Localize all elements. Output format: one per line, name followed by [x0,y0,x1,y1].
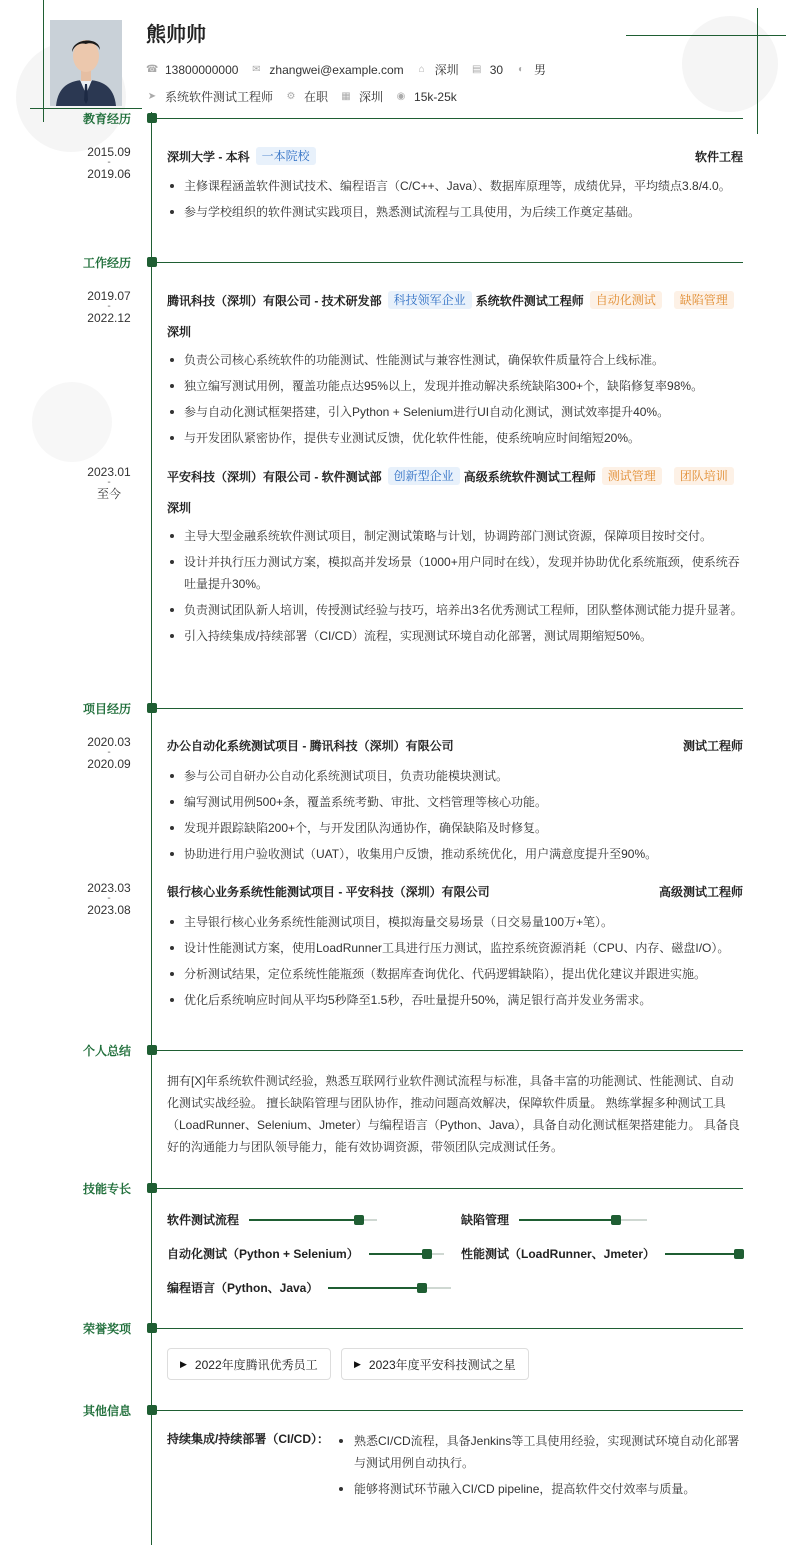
list-item: 独立编写测试用例，覆盖功能点达95%以上，发现并推动解决系统缺陷300+个，缺陷修复率98%。 [167,375,745,397]
timeline-marker [147,1183,157,1193]
timeline-marker [147,1045,157,1055]
role-item [146,88,273,105]
project-bullets [167,911,745,1015]
decor-circle-right [682,16,778,112]
skill-bar-fill [369,1253,428,1255]
section-other [0,1404,794,1418]
education-header [167,147,743,165]
list-item: 负责公司核心系统软件的功能测试、性能测试与兼容性测试，确保软件质量符合上线标准。 [167,349,745,371]
project-bullets [167,765,745,869]
list-item: 负责测试团队新人培训，传授测试经验与技巧，培养出3名优秀测试工程师，团队整体测试能力提升显著。 [167,599,745,621]
job-icon: ➤ [147,90,157,102]
job-role: 高级系统软件测试工程师 [463,469,596,484]
work-bullets [167,525,745,651]
work-header [167,291,743,309]
age-item [471,63,503,77]
phone-item [146,63,238,77]
skill-bar-fill [519,1219,616,1221]
project-dates: 2020.03 - 2020.09 [80,736,138,770]
target-city-text: 深圳 [359,90,384,104]
award-chip [341,1348,529,1380]
project-title: 银行核心业务系统性能测试项目 - 平安科技（深圳）有限公司 [167,885,490,899]
skill-bar [519,1219,647,1221]
skill-bar [665,1253,744,1255]
salary-icon: ◉ [396,90,406,102]
avatar-photo [50,20,122,106]
date-start: 2020.03 [87,735,131,749]
section-title: 其他信息 [83,1404,132,1418]
list-item: 编写测试用例500+条，覆盖系统考勤、审批、文档管理等核心功能。 [167,791,745,813]
work-dates: 2019.07 - 2022.12 [80,290,138,324]
major: 软件工程 [694,149,743,164]
section-divider [157,1188,743,1189]
work-city: 深圳 [167,325,192,339]
list-item: 设计并执行压力测试方案，模拟高并发场景（1000+用户同时在线），发现并协助优化系统瓶颈，使系统吞吐量提升30%。 [167,551,745,595]
age-text: 30 [489,62,504,77]
list-item: 优化后系统响应时间从平均5秒降至1.5秒，吞吐量提升50%，满足银行高并发业务需求。 [167,989,745,1011]
skill-bar-knob [611,1215,621,1225]
location-icon: ⌂ [418,63,425,75]
section-divider [157,118,743,119]
skill-bar [328,1287,451,1289]
city-item [416,61,459,78]
date-start: 2023.01 [87,465,131,479]
play-icon: ▶ [354,1358,361,1369]
section-divider [157,1328,743,1329]
contact-row [146,61,558,78]
education-dates: 2015.09 - 2019.06 [80,146,138,180]
skill-bar-knob [734,1249,744,1259]
decor-line [626,35,786,36]
job-intent-row [146,88,469,105]
list-item: 能够将测试环节融入CI/CD pipeline，提高软件交付效率与质量。 [336,1478,746,1500]
section-education [0,112,794,126]
section-summary [0,1044,794,1058]
city-text: 深圳 [434,63,459,77]
date-start: 2015.09 [87,145,131,159]
education-bullets [167,175,745,227]
section-awards [0,1322,794,1336]
skill-bar-fill [328,1287,421,1289]
skill-bar [369,1253,444,1255]
skill-item [461,1245,744,1262]
section-divider [157,262,743,263]
date-start: 2019.07 [87,289,131,303]
skill-tag: 自动化测试 [590,291,662,309]
skill-bar-knob [422,1249,432,1259]
project-title: 办公自动化系统测试项目 - 腾讯科技（深圳）有限公司 [167,739,454,753]
list-item: 引入持续集成/持续部署（CI/CD）流程，实现测试环境自动化部署，测试周期缩短50%。 [167,625,745,647]
list-item: 熟悉CI/CD流程，具备Jenkins等工具使用经验，实现测试环境自动化部署与测试用例自动执行。 [336,1430,746,1474]
project-header [167,883,743,900]
list-item: 与开发团队紧密协作，提供专业测试反馈，优化软件性能，使系统响应时间缩短20%。 [167,427,745,449]
skill-name: 缺陷管理 [461,1213,510,1227]
avatar [50,20,122,106]
list-item: 主导银行核心业务系统性能测试项目，模拟海量交易场景（日交易量100万+笔）。 [167,911,745,933]
project-role: 高级测试工程师 [658,885,743,899]
section-title: 技能专长 [83,1182,132,1196]
project-dates: 2023.03 - 2023.08 [80,882,138,916]
company-name: 腾讯科技（深圳）有限公司 - 技术研发部 [167,293,382,308]
status-text: 在职 [304,90,329,104]
list-item: 发现并跟踪缺陷200+个，与开发团队沟通协作，确保缺陷及时修复。 [167,817,745,839]
mail-icon: ✉ [252,63,261,75]
section-title: 荣誉奖项 [83,1322,132,1336]
date-end: 2023.08 [87,903,131,917]
salary-item [395,90,457,104]
decor-line [43,0,44,122]
skill-name: 性能测试（LoadRunner、Jmeter） [461,1247,656,1261]
skill-bar-fill [249,1219,359,1221]
work-bullets [167,349,745,453]
skill-item [167,1211,377,1228]
age-icon: ▤ [471,63,482,75]
date-end: 2022.12 [87,311,131,325]
skill-item [167,1245,444,1262]
list-item: 主导大型金融系统软件测试项目，制定测试策略与计划，协调跨部门测试资源，保障项目按时交付。 [167,525,745,547]
other-bullets [336,1430,746,1504]
skill-name: 软件测试流程 [167,1213,240,1227]
phone-text: 13800000000 [165,62,239,77]
timeline-marker [147,703,157,713]
profile-name: 熊帅帅 [146,24,206,46]
status-icon: ⚙ [286,90,296,102]
section-projects [0,702,794,716]
city-icon: ▦ [341,90,351,102]
skill-bar-knob [417,1283,427,1293]
list-item: 协助进行用户验收测试（UAT），收集用户反馈，推动系统优化，用户满意度提升至90%。 [167,843,745,865]
status-item [285,88,328,105]
gender-item [515,61,546,78]
role-text: 系统软件测试工程师 [165,90,274,104]
work-city: 深圳 [167,501,192,515]
date-start: 2023.03 [87,881,131,895]
award-chip [167,1348,331,1380]
project-role: 测试工程师 [682,739,743,753]
timeline-marker [147,1323,157,1333]
date-end: 2019.06 [87,167,131,181]
skill-name: 自动化测试（Python + Selenium） [167,1247,359,1261]
other-label: 持续集成/持续部署（CI/CD）： [167,1432,330,1446]
list-item: 分析测试结果，定位系统性能瓶颈（数据库查询优化、代码逻辑缺陷），提出优化建议并跟进实施。 [167,963,745,985]
skill-tag: 测试管理 [602,467,662,485]
skill-tag: 团队培训 [674,467,734,485]
skill-bar-fill [665,1253,739,1255]
work-dates: 2023.01 - 至今 [80,466,138,500]
skill-item [167,1279,451,1296]
skill-bar [249,1219,377,1221]
skill-name: 编程语言（Python、Java） [167,1281,319,1295]
section-title: 教育经历 [83,112,132,126]
work-header [167,467,743,485]
list-item: 设计性能测试方案，使用LoadRunner工具进行压力测试，监控系统资源消耗（CPU、内存、磁盘I/O）。 [167,937,745,959]
phone-icon: ☎ [146,63,159,75]
decor-circle-mid [32,382,112,462]
skill-item [461,1211,647,1228]
section-title: 项目经历 [83,702,132,716]
company-name: 平安科技（深圳）有限公司 - 软件测试部 [167,469,382,484]
timeline-marker [147,113,157,123]
skill-bar-knob [354,1215,364,1225]
award-text: 2023年度平安科技测试之星 [368,1357,516,1372]
summary-text: 拥有[X]年系统软件测试经验，熟悉互联网行业软件测试流程与标准，具备丰富的功能测试、性能测试、自动化测试实战经验。 擅长缺陷管理与团队协作，推动问题高效解决，保障软件质量。 熟练掌握多种测试工具（LoadRunner、Selenium、Jmeter）与编程语言（Python、Java），具备自动化测试框架搭建能力。 具备良好的沟通能力与团队领导能力，能有效协调资源，带领团队完成测试任务。 [167,1074,740,1154]
school-name: 深圳大学 - 本科 [167,149,250,164]
gender-icon: ◐ [518,63,525,75]
salary-text: 15k-25k [414,89,457,104]
skill-tag: 缺陷管理 [674,291,734,309]
list-item: 参与公司自研办公自动化系统测试项目，负责功能模块测试。 [167,765,745,787]
award-text: 2022年度腾讯优秀员工 [194,1357,318,1372]
section-title: 个人总结 [83,1044,132,1058]
list-item: 参与学校组织的软件测试实践项目，熟悉测试流程与工具使用，为后续工作奠定基础。 [167,201,745,223]
date-end: 2020.09 [87,757,131,771]
job-role: 系统软件测试工程师 [475,293,584,308]
section-work [0,256,794,270]
section-title: 工作经历 [83,256,132,270]
gender-text: 男 [534,63,547,77]
play-icon: ▶ [180,1358,187,1369]
section-divider [157,1050,743,1051]
email-text: zhangwei@example.com [269,62,404,77]
list-item: 参与自动化测试框架搭建，引入Python + Selenium进行UI自动化测试，测试效率提升40%。 [167,401,745,423]
company-tag: 科技领军企业 [388,291,472,309]
timeline-marker [147,257,157,267]
decor-line [30,108,142,109]
email-item [250,63,403,77]
timeline-marker [147,1405,157,1415]
list-item: 主修课程涵盖软件测试技术、编程语言（C/C++、Java）、数据库原理等，成绩优异，平均绩点3.8/4.0。 [167,175,745,197]
section-divider [157,708,743,709]
project-header [167,737,743,754]
section-skills [0,1182,794,1196]
company-tag: 创新型企业 [388,467,460,485]
school-tag: 一本院校 [256,147,316,165]
date-end: 至今 [96,487,121,501]
target-city-item [340,88,383,105]
section-divider [157,1410,743,1411]
